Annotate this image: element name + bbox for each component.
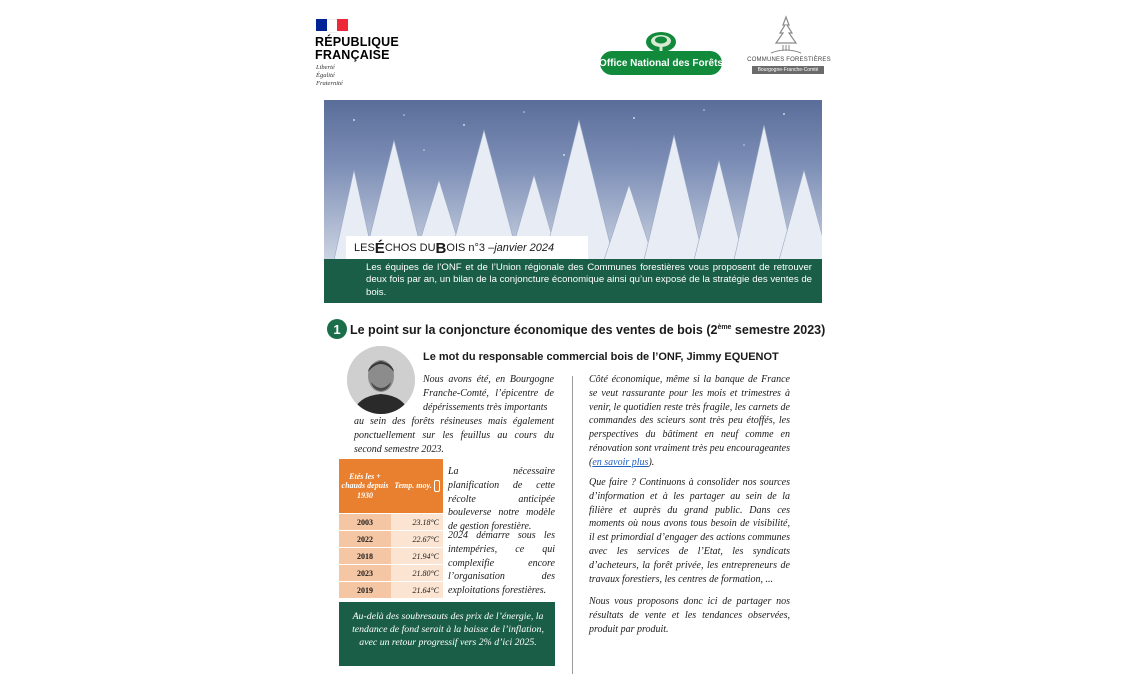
table-cell-temp: 21.80°C — [391, 565, 443, 582]
table-cell-temp: 21.64°C — [391, 582, 443, 599]
table-cell-year: 2018 — [339, 548, 391, 565]
communes-forestieres-name: COMMUNES FORESTIÈRES — [747, 57, 831, 63]
communes-forestieres-tree-icon — [766, 15, 806, 55]
paragraph-proposal: Nous vous proposons donc ici de partager nos résultats de vente et les tendances observées, produit par produit. — [589, 596, 790, 635]
paragraph-intro-a: Nous avons été, en Bourgogne Franche-Comté, l’épicentre de dépérissements très importants — [423, 374, 554, 413]
section-subtitle: Le mot du responsable commercial bois de l’ONF, Jimmy EQUENOT — [423, 351, 779, 363]
title-pre: LES — [354, 242, 375, 254]
table-cell-temp: 23.18°C — [391, 514, 443, 531]
motto-egalite: Égalité — [316, 72, 335, 79]
author-portrait — [347, 346, 415, 414]
title-post: OIS n°3 – — [446, 242, 495, 254]
table-cell-year: 2022 — [339, 531, 391, 548]
table-row — [339, 582, 443, 599]
hottest-summers-table — [339, 459, 443, 599]
republique-francaise-wordmark — [315, 36, 399, 62]
republic-motto — [316, 64, 343, 88]
title-initial-e: É — [374, 239, 385, 257]
table-cell-year: 2019 — [339, 582, 391, 599]
section-title-main: Le point sur la conjoncture économique des ventes de bois (2 — [350, 323, 718, 337]
newsletter-title — [346, 236, 588, 260]
paragraph-2024: 2024 démarre sous les intempéries, ce qui complexifie encore l’organisation des exploitations forestières. — [448, 530, 555, 597]
paragraph-planning: La nécessaire planification de cette récolte anticipée bouleverse notre modèle de gestion forestière. — [448, 466, 555, 533]
table-row — [339, 531, 443, 548]
table-cell-year: 2023 — [339, 565, 391, 582]
table-cell-year: 2003 — [339, 514, 391, 531]
table-row — [339, 514, 443, 531]
title-mid: CHOS DU — [384, 242, 436, 254]
french-flag-logo — [316, 19, 348, 31]
table-header-temp — [391, 459, 443, 514]
paragraph-economic-text: Côté économique, même si la banque de France se veut rassurante pour les mois et trimestres à venir, le quotidien reste très fragile, les carnets de commandes des scieurs sont très peu étoffés, les perspectives du bâtiment en neuf comme en rénovation sont vraiment très peu encourageantes ( — [589, 374, 790, 468]
motto-liberte: Liberté — [316, 64, 335, 71]
communes-forestieres-region: Bourgogne-Franche-Comté — [752, 66, 824, 74]
table-header-row — [339, 459, 443, 514]
table-cell-temp: 22.67°C — [391, 531, 443, 548]
onf-logo: Office National des Forêts — [600, 51, 722, 75]
table-header-year: Etés les + chauds depuis 1930 — [339, 459, 391, 514]
section-title — [350, 323, 825, 337]
table-header-temp-label: Temp. moy. — [394, 480, 432, 490]
table-row — [339, 548, 443, 565]
motto-fraternite: Fraternité — [316, 80, 343, 87]
column-divider — [572, 376, 573, 674]
section-number-badge: 1 — [327, 319, 347, 339]
inflation-callout-text: Au-delà des soubresauts des prix de l’énergie, la tendance de fond serait à la baisse de l’inflation, avec un retour progressif vers 2% d’ici 2025. — [352, 611, 544, 648]
thermometer-icon — [434, 480, 440, 492]
republic-line-1: RÉPUBLIQUE — [315, 35, 399, 49]
title-date: janvier 2024 — [494, 242, 555, 254]
title-initial-b: B — [435, 239, 447, 257]
republic-line-2: FRANÇAISE — [315, 48, 390, 62]
paragraph-what-to-do: Que faire ? Continuons à consolider nos sources d’information et à les partager au sein de la filière et auprès du grand public. Dans ces moments où nous avons tous besoin de visibilité, il est primordial d’engager des actions communes avec les services de l’Etat, les syndicats d’acheteurs, la forêt privée, les entrepreneurs de travaux forestiers, les centres de formation, ... — [589, 477, 790, 585]
table-cell-temp: 21.94°C — [391, 548, 443, 565]
intro-text: Les équipes de l’ONF et de l’Union régionale des Communes forestières vous proposent de retrouver deux fois par an, un bilan de la conjoncture économique ainsi qu’un exposé de la stratégie des ventes de bois. — [366, 262, 812, 298]
section-title-end: semestre 2023) — [731, 323, 826, 337]
paragraph-economic — [589, 373, 790, 470]
paragraph-economic-end: ). — [648, 456, 655, 468]
table-row — [339, 565, 443, 582]
learn-more-link[interactable]: en savoir plus — [592, 456, 649, 468]
section-title-sup: ème — [717, 323, 732, 331]
paragraph-intro-b: au sein des forêts résineuses mais également ponctuellement sur les feuillus au cours du second semestre 2023. — [354, 416, 554, 455]
